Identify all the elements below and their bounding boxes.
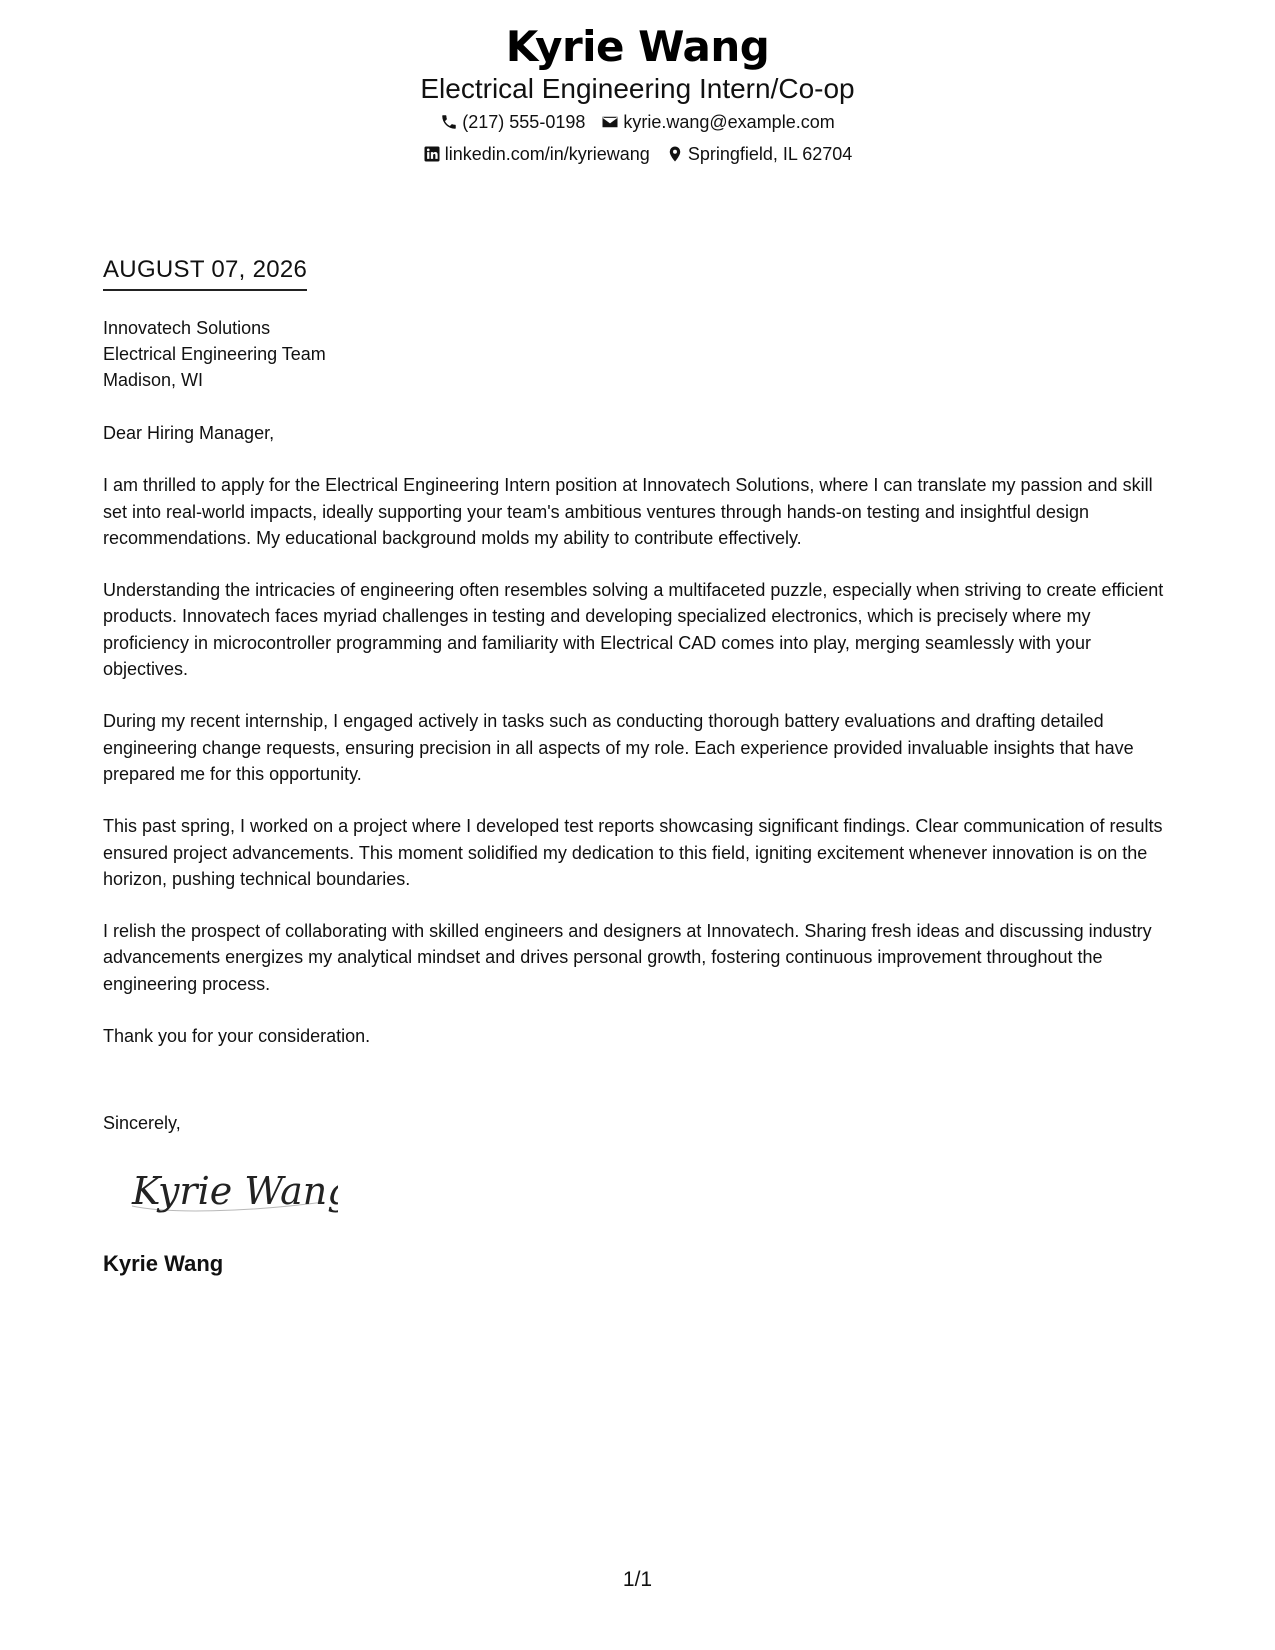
contact-linkedin[interactable] bbox=[423, 138, 650, 170]
location-text: Springfield, IL 62704 bbox=[687, 144, 853, 164]
signature-text: Kyrie Wang bbox=[132, 1169, 338, 1213]
letter-header bbox=[0, 22, 1275, 170]
contact-row-secondary bbox=[0, 138, 1275, 170]
email-text: kyrie.wang@example.com bbox=[623, 112, 835, 132]
signer-name: Kyrie Wang bbox=[103, 1251, 224, 1276]
body-paragraph: This past spring, I worked on a project where I developed test reports showcasing significant findings. Clear communication of results ensured project advancements. This moment solidified my dedication to this field, igniting excitement whenever innovation is on the horizon, pushing technical boundaries. bbox=[103, 816, 1163, 889]
contact-location bbox=[666, 138, 852, 170]
recipient-block bbox=[103, 315, 326, 393]
closing-line: Sincerely, bbox=[103, 1113, 181, 1133]
applicant-role: Electrical Engineering Intern/Co-op bbox=[420, 73, 855, 104]
body-paragraph: Understanding the intricacies of engineering often resembles solving a multifaceted puzzle, especially when striving to create efficient products. Innovatech faces myriad challenges in testing and developing specialized electronics, which is precisely where my proficiency in microcontroller programming and familiarity with Electrical CAD comes into play, merging seamlessly with your objectives. bbox=[103, 580, 1164, 680]
handwritten-signature bbox=[128, 1160, 338, 1220]
body-paragraph: During my recent internship, I engaged actively in tasks such as conducting thorough battery evaluations and drafting detailed engineering change requests, ensuring precision in all aspects of my role. Each experience provided invaluable insights that have prepared me for this opportunity. bbox=[103, 711, 1134, 784]
map-pin-icon bbox=[666, 145, 684, 163]
envelope-icon bbox=[601, 113, 619, 131]
thank-you-line: Thank you for your consideration. bbox=[103, 1026, 371, 1047]
contact-row-primary bbox=[0, 106, 1275, 138]
linkedin-icon bbox=[423, 145, 441, 163]
body-paragraph: I am thrilled to apply for the Electrical Engineering Intern position at Innovatech Solutions, where I can translate my passion and skill set into real-world impacts, ideally supporting your team's ambitious ventures through hands-on testing and insightful design recommendations. My educational background molds my ability to contribute effectively. bbox=[103, 475, 1153, 548]
contact-phone[interactable] bbox=[440, 106, 585, 138]
letter-date: AUGUST 07, 2026 bbox=[103, 255, 307, 291]
salutation: Dear Hiring Manager, bbox=[103, 423, 275, 443]
letter-body bbox=[103, 420, 1173, 1075]
phone-text: (217) 555-0198 bbox=[462, 112, 586, 132]
recipient-company: Innovatech Solutions bbox=[103, 318, 271, 338]
applicant-name: Kyrie Wang bbox=[505, 22, 770, 71]
body-paragraph: I relish the prospect of collaborating with skilled engineers and designers at Innovatech. Sharing fresh ideas and discussing industry advancements energizes my analytical mindset and drives personal growth, fostering continuous improvement throughout the engineering process. bbox=[103, 921, 1152, 994]
contact-email[interactable] bbox=[601, 106, 834, 138]
linkedin-text: linkedin.com/in/kyriewang bbox=[444, 144, 650, 164]
phone-icon bbox=[440, 113, 458, 131]
page-number: 1/1 bbox=[622, 1568, 653, 1591]
recipient-city: Madison, WI bbox=[103, 370, 204, 390]
recipient-team: Electrical Engineering Team bbox=[103, 344, 326, 364]
